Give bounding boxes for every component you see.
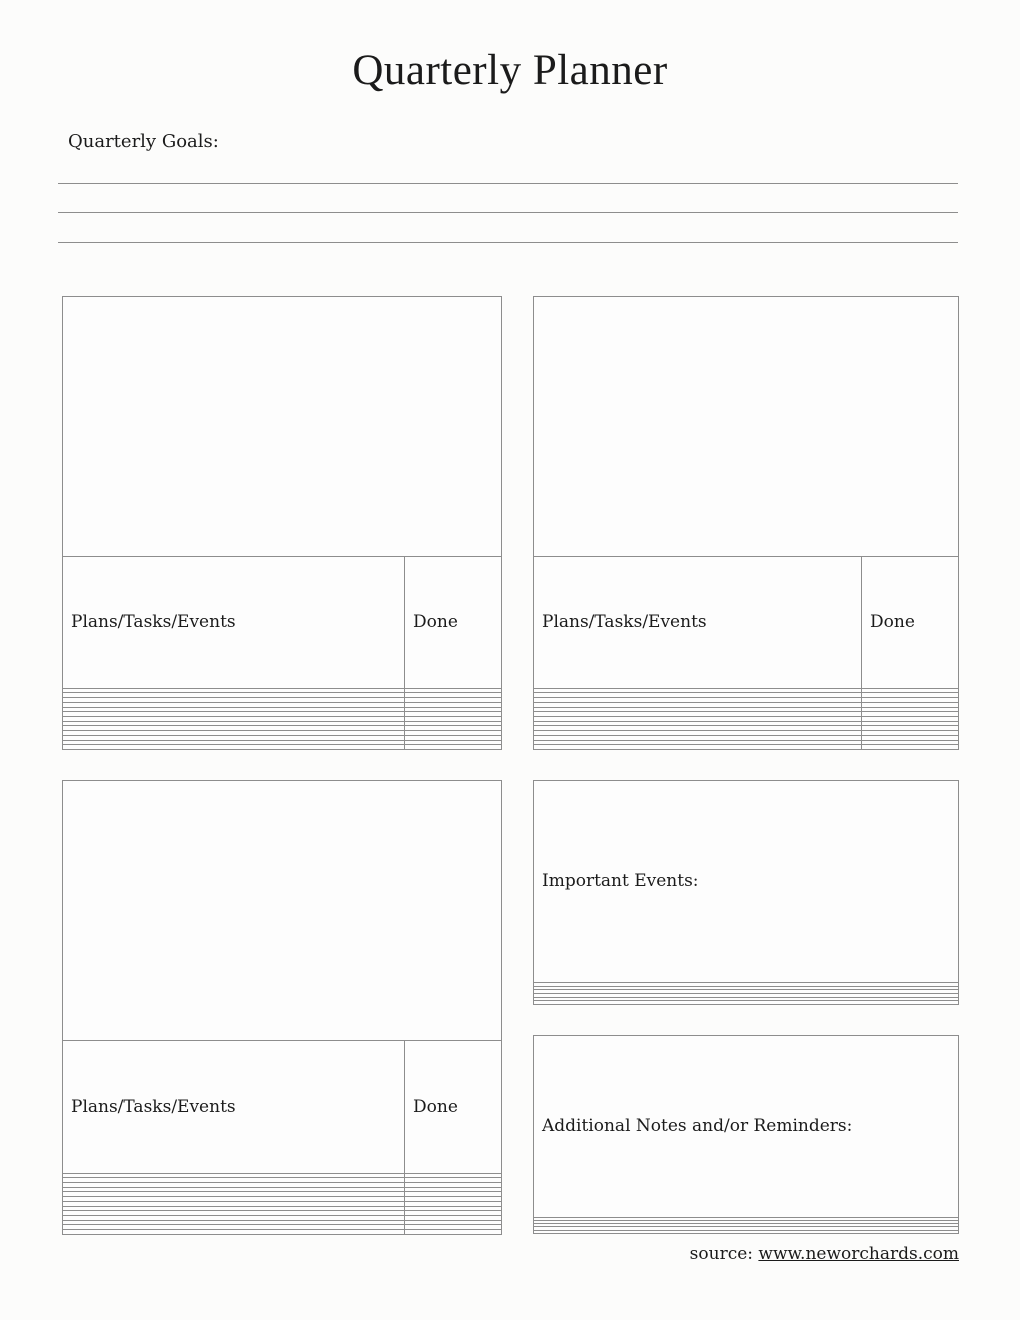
table-row (63, 1041, 502, 1173)
goal-writing-line (58, 154, 958, 184)
empty-row (63, 1230, 502, 1235)
table-row (63, 556, 502, 688)
table-row (63, 297, 502, 557)
empty-row (534, 745, 959, 750)
plans-header-cell: Plans/Tasks/Events (63, 556, 405, 688)
source-footer (533, 1243, 959, 1265)
table-row (534, 781, 959, 983)
empty-entry-cell (534, 745, 862, 750)
quarterly-goals-lines (58, 154, 958, 243)
empty-done-cell (862, 745, 959, 750)
done-header-cell: Done (405, 1041, 502, 1173)
quarter-title-box (63, 781, 502, 1041)
empty-done-cell (405, 745, 502, 750)
source-link[interactable]: www.neworchards.com (758, 1244, 959, 1264)
quarter-table-3 (62, 780, 502, 1235)
additional-notes-grid (533, 1035, 959, 1234)
quarter-table-1-grid (62, 296, 502, 750)
empty-entry-cell (63, 745, 405, 750)
table-row (534, 556, 959, 688)
done-header-cell: Done (405, 556, 502, 688)
empty-entry-cell (63, 1230, 405, 1235)
empty-done-cell (405, 1230, 502, 1235)
quarter-title-box (63, 297, 502, 557)
additional-notes-title: Additional Notes and/or Reminders: (534, 1036, 959, 1218)
table-row (63, 781, 502, 1041)
goal-writing-line (58, 184, 958, 214)
additional-notes-table (533, 1035, 959, 1234)
empty-row (534, 1001, 959, 1005)
quarter-title-box (534, 297, 959, 557)
plans-header-cell: Plans/Tasks/Events (63, 1041, 405, 1173)
important-events-table (533, 780, 959, 1005)
important-events-title: Important Events: (534, 781, 959, 983)
goal-writing-line (58, 213, 958, 243)
quarter-table-1 (62, 296, 502, 750)
important-events-grid (533, 780, 959, 1005)
done-header-cell: Done (862, 556, 959, 688)
empty-entry-cell (534, 1230, 959, 1233)
empty-row (534, 1230, 959, 1233)
table-row (534, 1036, 959, 1218)
source-prefix: source: (689, 1244, 759, 1264)
quarter-table-3-grid (62, 780, 502, 1235)
empty-row (63, 745, 502, 750)
empty-entry-cell (534, 1001, 959, 1005)
quarter-table-2 (533, 296, 959, 750)
quarterly-goals-label: Quarterly Goals: (68, 131, 219, 152)
quarter-table-2-grid (533, 296, 959, 750)
plans-header-cell: Plans/Tasks/Events (534, 556, 862, 688)
table-row (534, 297, 959, 557)
page-title: Quarterly Planner (352, 47, 668, 94)
